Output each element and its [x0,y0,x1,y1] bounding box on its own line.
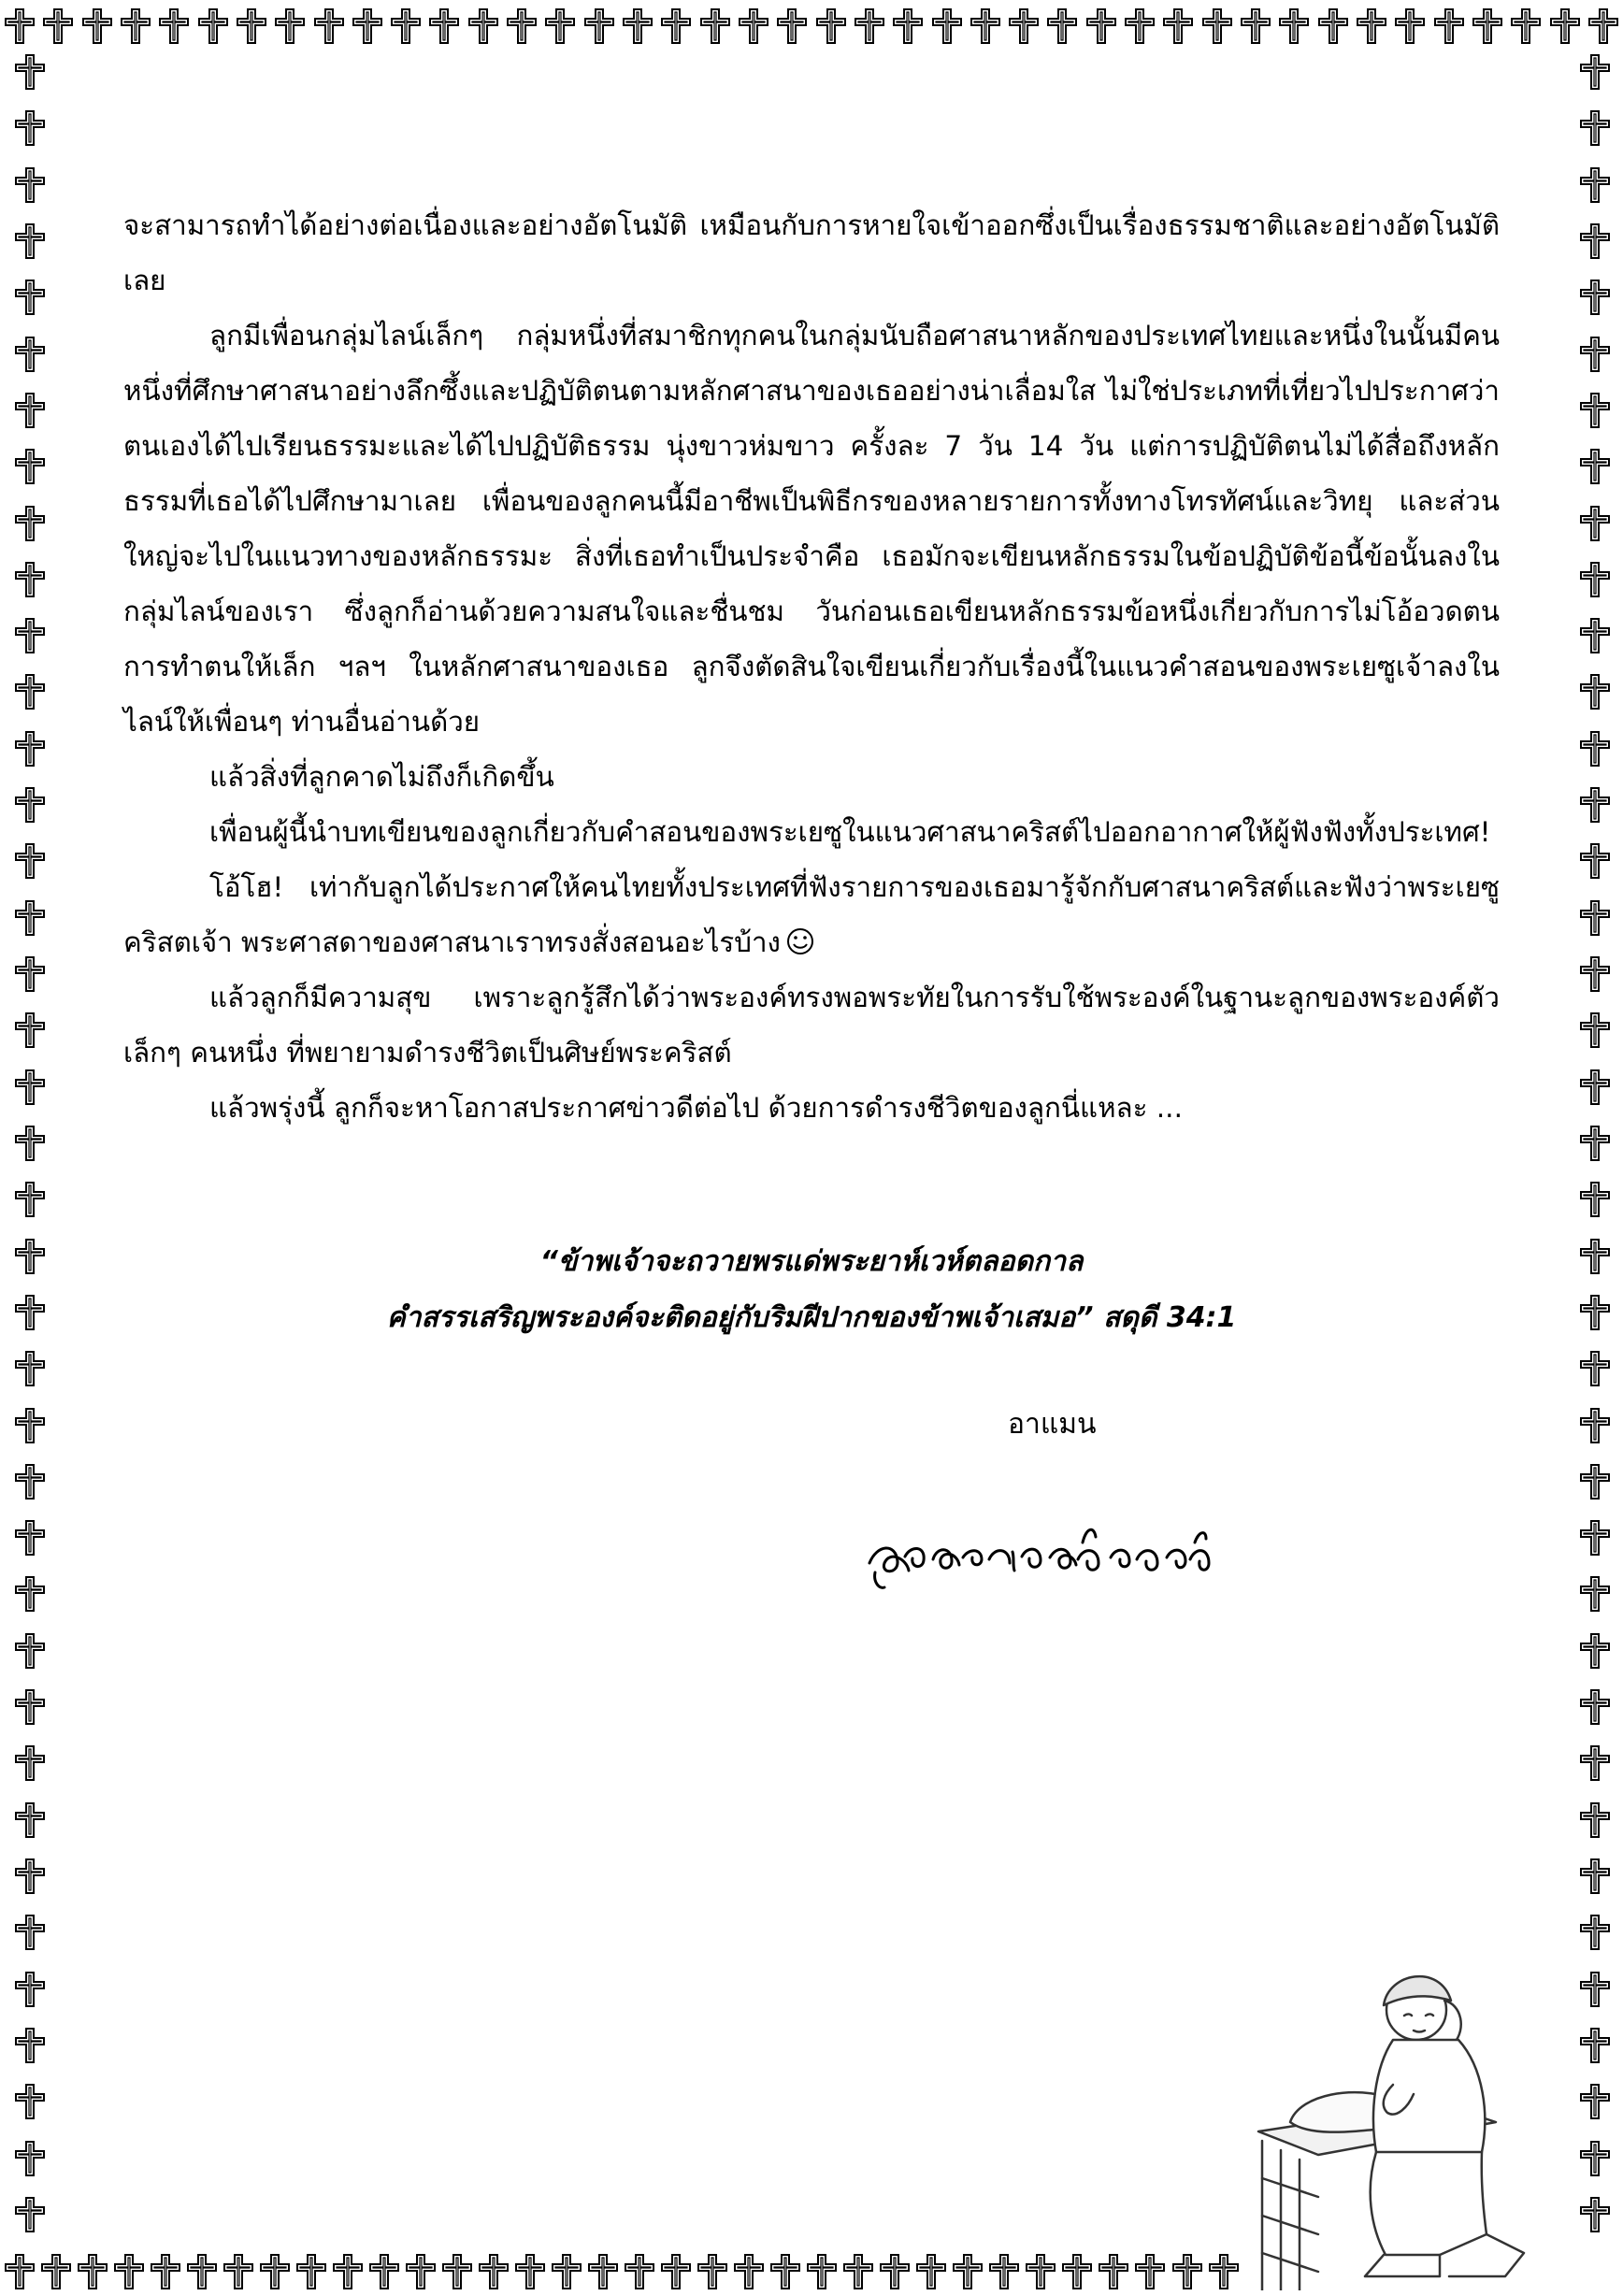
cross-icon [14,337,46,372]
cross-icon [14,223,46,259]
cross-icon [879,2254,911,2289]
cross-icon [1579,506,1611,541]
cross-icon [969,8,1001,44]
quote-reference: สดุดี 34:1 [1103,1301,1237,1334]
cross-icon [236,8,267,44]
cross-icon [158,8,190,44]
cross-icon [733,2254,765,2289]
letter-paragraph: แล้วพรุ่งนี้ ลูกก็จะหาโอกาสประกาศข่าวดีต่อไป ด้วยการดำรงชีวิตของลูกนี่แหละ ... [209,1092,1183,1124]
cross-icon [776,8,808,44]
cross-icon [1579,1239,1611,1274]
cross-icon [622,8,654,44]
cross-icon [1061,2254,1093,2289]
cross-icon [1579,731,1611,767]
cross-icon [14,1689,46,1725]
cross-icon [14,280,46,315]
cross-icon [14,900,46,936]
cross-icon [1579,2197,1611,2232]
smiley-icon [786,927,814,955]
cross-icon [14,787,46,823]
cross-icon [815,8,847,44]
cross-icon [1098,2254,1129,2289]
cross-icon [14,2141,46,2176]
cross-icon [1579,280,1611,315]
cross-icon [1579,1012,1611,1048]
cross-icon [14,1858,46,1894]
cross-icon [1579,110,1611,146]
cross-icon [14,1576,46,1612]
cross-icon [14,843,46,879]
cross-icon [332,2254,364,2289]
cross-icon [223,2254,254,2289]
letter-paragraph: ลูกมีเพื่อนกลุ่มไลน์เล็กๆ กลุ่มหนึ่งที่สมาชิกทุกคนในกลุ่มนับถือศาสนาหลักของประเทศไทยและหนึ่งในนั้นมีคนหนึ่งที่ศึกษาศาสนาอย่างลึกซึ้งและปฏิบัติตนตามหลักศาสนาของเธออย่างน่าเลื่อมใส ไม่ใช่ประเภทที่เที่ยวไปประกาศว่าตนเองได้ไปเรียนธรรมะและได้ไปปฏิบัติธรรม นุ่งขาวห่มขาว ครั้งละ 7 วัน 14 วัน แต่การปฏิบัติตนไม่ได้สื่อถึงหลักธรรมที่เธอได้ไปศึกษามาเลย เพื่อนของลูกคนนี้มีอาชีพเป็นพิธีกรของหลายรายการทั้งทางโทรทัศน์และวิทยุ และส่วนใหญ่จะไปในแนวทางของหลักธรรมะ สิ่งที่เธอทำเป็นประจำคือ เธอมักจะเขียนหลักธรรมในข้อปฏิบัติข้อนี้ข้อนั้นลงในกลุ่มไลน์ของเรา ซึ่งลูกก็อ่านด้วยความสนใจและชื่นชม วันก่อนเธอเขียนหลักธรรมข้อหนึ่งเกี่ยวกับการไม่โอ้อวดตน การทำตนให้เล็ก ฯลฯ ในหลักศาสนาของเธอ ลูกจึงตัดสินใจเขียนเกี่ยวกับเรื่องนี้ในแนวคำสอนของพระเยซูเจ้าลงในไลน์ให้เพื่อนๆ ท่านอื่นอ่านด้วย [123,320,1500,738]
signature [858,1505,1251,1603]
cross-icon [1579,1972,1611,2007]
cross-icon [81,8,113,44]
cross-icon [259,2254,291,2289]
cross-icon [1208,2254,1240,2289]
cross-icon [478,2254,510,2289]
cross-icon [1124,8,1156,44]
cross-icon [551,2254,582,2289]
cross-icon [14,1182,46,1217]
cross-icon [854,8,885,44]
cross-icon [587,2254,619,2289]
cross-icon [660,8,692,44]
cross-icon [313,8,345,44]
cross-icon [186,2254,218,2289]
letter-paragraph: แล้วลูกก็มีความสุข เพราะลูกรู้สึกได้ว่าพระองค์ทรงพอพระทัยในการรับใช้พระองค์ในฐานะลูกของพระองค์ตัวเล็กๆ คนหนึ่ง ที่พยายามดำรงชีวิตเป็นศิษย์พระคริสต์ [123,982,1500,1069]
cross-icon [14,506,46,541]
cross-icon [1579,337,1611,372]
cross-icon [544,8,576,44]
cross-icon [14,1972,46,2007]
cross-icon [1579,787,1611,823]
cross-icon [1317,8,1349,44]
cross-icon [14,1012,46,1048]
cross-icon [1579,1408,1611,1443]
cross-icon [14,562,46,597]
cross-icon [197,8,229,44]
cross-icon [1510,8,1542,44]
cross-icon [1579,1520,1611,1556]
cross-icon [931,8,963,44]
cross-icon [14,1069,46,1105]
cross-icon [14,1802,46,1838]
cross-icon [660,2254,692,2289]
cross-icon [514,2254,546,2289]
cross-icon [40,2254,72,2289]
cross-icon [1134,2254,1166,2289]
cross-icon [1579,956,1611,992]
cross-icon [14,167,46,203]
cross-icon [842,2254,874,2289]
cross-icon [738,8,769,44]
cross-icon [988,2254,1020,2289]
cross-icon [506,8,538,44]
cross-icon [806,2254,838,2289]
cross-icon [1240,8,1271,44]
cross-icon [1579,1689,1611,1725]
cross-icon [1579,1745,1611,1781]
cross-icon [1201,8,1233,44]
cross-icon [624,2254,655,2289]
cross-icon [14,393,46,428]
cross-icon [120,8,151,44]
cross-icon [14,1745,46,1781]
cross-icon [1472,8,1503,44]
cross-icon [14,2084,46,2119]
cross-icon [1579,1576,1611,1612]
cross-icon [14,1239,46,1274]
cross-icon [14,1351,46,1386]
cross-icon [1433,8,1465,44]
cross-icon [390,8,422,44]
letter-paragraph: แล้วสิ่งที่ลูกคาดไม่ถึงก็เกิดขึ้น [209,761,554,793]
cross-icon [14,1408,46,1443]
cross-icon [1579,2084,1611,2119]
cross-icon [1579,900,1611,936]
border-bottom [0,2247,1243,2296]
letter-paragraph: เพื่อนผู้นี้นำบทเขียนของลูกเกี่ยวกับคำสอนของพระเยซูในแนวศาสนาคริสต์ไปออกอากาศให้ผู้ฟังฟังทั้งประเทศ! [209,816,1491,848]
quote-line-2: คำสรรเสริญพระองค์จะติดอยู่กับริมฝีปากของข้าพเจ้าเสมอ” สดุดี 34:1 [386,1301,1237,1334]
cross-icon [1579,1915,1611,1950]
cross-icon [14,1520,46,1556]
border-left [6,54,54,2232]
quote-line-1: “ข้าพเจ้าจะถวายพรแด่พระยาห์เวห์ตลอดกาล [539,1245,1084,1278]
cross-icon [428,8,460,44]
cross-icon [14,674,46,710]
cross-icon [769,2254,801,2289]
cross-icon [1579,843,1611,879]
cross-icon [1394,8,1426,44]
cross-icon [14,1464,46,1500]
cross-icon [1579,1295,1611,1330]
cross-icon [14,731,46,767]
cross-icon [467,8,499,44]
cross-icon [1356,8,1387,44]
cross-icon [1579,1182,1611,1217]
cross-icon [699,8,731,44]
cross-icon [1579,2028,1611,2063]
letter-body [123,198,1500,1136]
cross-icon [352,8,383,44]
letter-paragraph: จะสามารถทำได้อย่างต่อเนื่องและอย่างอัตโนมัติ เหมือนกับการหายใจเข้าออกซึ่งเป็นเรื่องธรรมชาติและอย่างอัตโนมัติเลย [123,209,1500,296]
cross-icon [14,449,46,484]
cross-icon [1579,167,1611,203]
letter-paragraph: โอ้โฮ! เท่ากับลูกได้ประกาศให้คนไทยทั้งประเทศที่ฟังรายการของเธอมารู้จักกับศาสนาคริสต์และฟังว่าพระเยซูคริสตเจ้า พระศาสดาของศาสนาเราทรงสั่งสอนอะไรบ้าง [123,871,1500,958]
cross-icon [1579,1858,1611,1894]
cross-icon [583,8,615,44]
cross-icon [274,8,306,44]
cross-icon [1171,2254,1203,2289]
cross-icon [4,2254,36,2289]
cross-icon [915,2254,947,2289]
cross-icon [1579,1802,1611,1838]
cross-icon [1579,54,1611,90]
cross-icon [14,2028,46,2063]
cross-icon [952,2254,984,2289]
cross-icon [1579,223,1611,259]
cross-icon [14,1295,46,1330]
cross-icon [1549,8,1581,44]
cross-icon [14,1915,46,1950]
cross-icon [150,2254,181,2289]
cross-icon [1579,449,1611,484]
cross-icon [1579,1351,1611,1386]
cross-icon [42,8,74,44]
scripture-quote [123,1234,1500,1346]
cross-icon [892,8,924,44]
cross-icon [1008,8,1040,44]
cross-icon [1587,8,1619,44]
cross-icon [1579,562,1611,597]
border-top [0,2,1623,50]
cross-icon [14,956,46,992]
cross-icon [77,2254,108,2289]
cross-icon [1278,8,1310,44]
cross-icon [14,1633,46,1669]
cross-icon [1162,8,1194,44]
cross-icon [1579,1069,1611,1105]
cross-icon [1046,8,1078,44]
cross-icon [14,110,46,146]
cross-icon [1579,1633,1611,1669]
praying-child-illustration [1253,1954,1533,2290]
cross-icon [1025,2254,1056,2289]
cross-icon [1579,618,1611,653]
amen-text: อาแมน [1008,1408,1097,1441]
cross-icon [368,2254,400,2289]
cross-icon [1579,1126,1611,1161]
cross-icon [295,2254,327,2289]
cross-icon [405,2254,437,2289]
cross-icon [4,8,36,44]
cross-icon [1579,674,1611,710]
cross-icon [14,618,46,653]
cross-icon [441,2254,473,2289]
cross-icon [1579,1464,1611,1500]
cross-icon [113,2254,145,2289]
cross-icon [697,2254,728,2289]
cross-icon [1579,2141,1611,2176]
cross-icon [1579,393,1611,428]
cross-icon [1085,8,1117,44]
border-right [1571,54,1619,2232]
cross-icon [14,54,46,90]
cross-icon [14,2197,46,2232]
cross-icon [14,1126,46,1161]
